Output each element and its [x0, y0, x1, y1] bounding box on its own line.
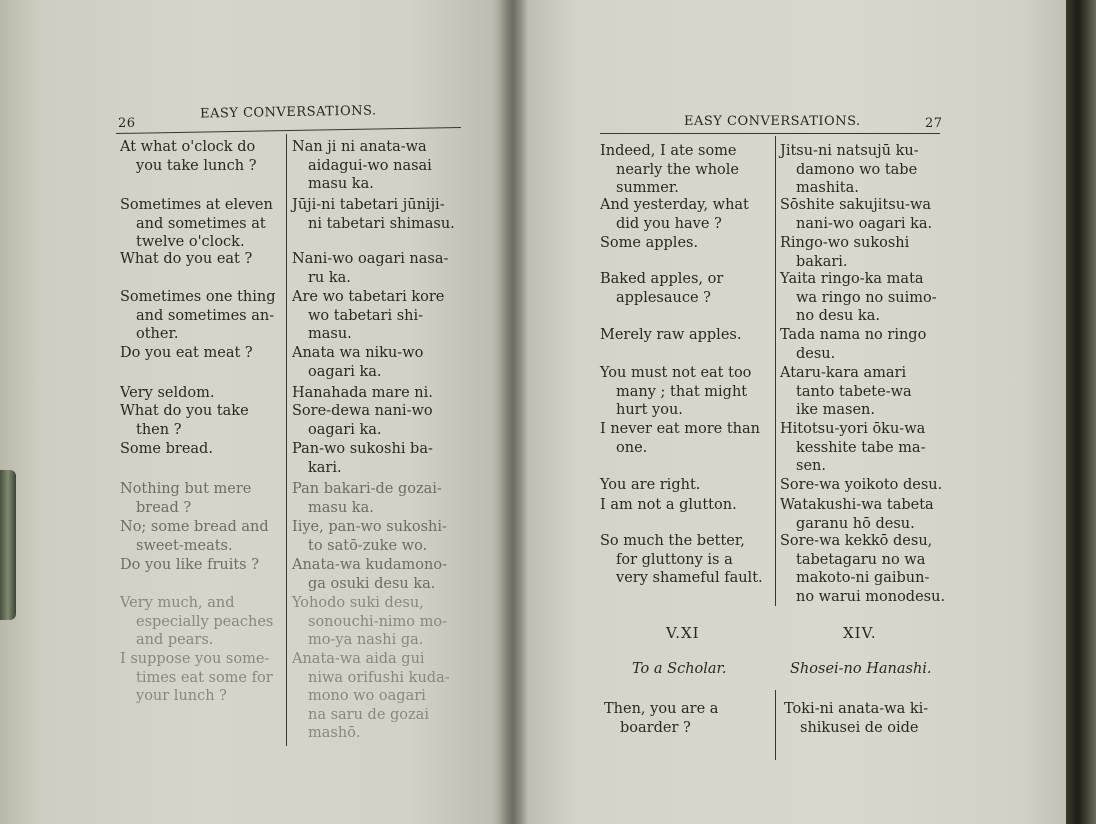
phrase-line: Sometimes one thing: [120, 289, 276, 305]
phrase-line: did you have ?: [616, 215, 722, 232]
phrase-line: ike masen.: [796, 402, 875, 419]
phrase-line: Indeed, I ate some: [600, 143, 737, 159]
japanese-phrase: [292, 288, 472, 344]
phrase-line: oagari ka.: [308, 421, 382, 438]
phrase-line: Sore-wa yoikoto desu.: [780, 477, 943, 493]
book-cover-edge: [1066, 0, 1096, 824]
english-phrase: [600, 532, 770, 588]
phrase-line: Nan ji ni anata-wa: [292, 139, 427, 155]
phrase-line: ru ka.: [308, 269, 351, 286]
english-phrase: [120, 594, 282, 650]
phrase-line: sonouchi-nimo mo-: [308, 613, 448, 630]
phrase-line: twelve o'clock.: [136, 234, 245, 251]
phrase-line: Some apples.: [600, 235, 699, 251]
bookmark-ribbon: [0, 470, 16, 620]
phrase-line: Yohodo suki desu,: [292, 595, 424, 611]
phrase-line: Are wo tabetari kore: [292, 289, 445, 305]
phrase-line: So much the better,: [600, 533, 745, 549]
phrase-line: Anata-wa kudamono-: [292, 557, 447, 573]
english-phrase: [604, 700, 772, 737]
phrase-line: ni tabetari shimasu.: [308, 215, 455, 232]
left-column-divider: [286, 134, 287, 746]
japanese-phrase: [780, 420, 948, 476]
phrase-line: Sore-wa kekkō desu,: [780, 533, 933, 549]
japanese-phrase: [780, 496, 948, 533]
english-phrase: [120, 402, 282, 439]
right-page-number: 27: [925, 116, 943, 131]
phrase-line: shikusei de oide: [800, 719, 919, 736]
japanese-phrase: [292, 344, 472, 381]
phrase-line: Jūji-ni tabetari jūniji-: [292, 197, 445, 213]
english-phrase: [120, 384, 282, 403]
phrase-line: You must not eat too: [600, 365, 752, 381]
phrase-line: nani-wo oagari ka.: [796, 215, 933, 232]
phrase-line: oagari ka.: [308, 363, 382, 380]
phrase-line: Hitotsu-yori ōku-wa: [780, 421, 926, 437]
phrase-line: kesshite tabe ma-: [796, 439, 926, 456]
phrase-line: masu ka.: [308, 499, 374, 516]
phrase-line: wo tabetari shi-: [308, 307, 424, 324]
phrase-line: and sometimes at: [136, 215, 266, 232]
phrase-line: Anata wa niku-wo: [292, 345, 424, 361]
phrase-line: times eat some for: [136, 669, 273, 686]
phrase-line: especially peaches: [136, 613, 274, 630]
phrase-line: makoto-ni gaibun-: [796, 570, 930, 587]
phrase-line: no desu ka.: [796, 308, 880, 325]
phrase-line: Do you eat meat ?: [120, 345, 253, 361]
phrase-line: Nani-wo oagari nasa-: [292, 251, 449, 267]
phrase-line: Sōshite sakujitsu-wa: [780, 197, 932, 213]
english-phrase: [120, 250, 282, 269]
japanese-phrase: [780, 532, 948, 606]
phrase-line: desu.: [796, 345, 836, 362]
phrase-line: masu ka.: [308, 176, 374, 193]
phrase-line: for gluttony is a: [616, 551, 733, 568]
english-phrase: [600, 270, 770, 307]
phrase-line: Hanahada mare ni.: [292, 385, 433, 401]
english-phrase: [600, 476, 770, 495]
phrase-line: No; some bread and: [120, 519, 269, 535]
english-phrase: [120, 196, 282, 252]
right-header-rule: [600, 133, 940, 134]
phrase-line: Very much, and: [120, 595, 235, 611]
phrase-line: Tada nama no ringo: [780, 327, 927, 343]
phrase-line: bread ?: [136, 499, 192, 516]
japanese-phrase: [292, 650, 472, 743]
phrase-line: mo-ya nashi ga.: [308, 632, 424, 649]
phrase-line: your lunch ?: [136, 688, 227, 705]
phrase-line: mashō.: [308, 725, 361, 742]
section-number-japanese: XIV.: [843, 624, 877, 642]
japanese-phrase: [780, 234, 948, 271]
phrase-line: Sore-dewa nani-wo: [292, 403, 433, 419]
english-phrase: [600, 234, 770, 253]
phrase-line: kari.: [308, 459, 342, 476]
phrase-line: Anata-wa aida gui: [292, 651, 425, 667]
japanese-phrase: [292, 138, 472, 194]
phrase-line: you take lunch ?: [136, 157, 257, 174]
phrase-line: hurt you.: [616, 402, 683, 419]
left-page-number: 26: [118, 116, 136, 131]
section-title-english: To a Scholar.: [632, 661, 727, 677]
phrase-line: Sometimes at eleven: [120, 197, 273, 213]
phrase-line: Iiye, pan-wo sukoshi-: [292, 519, 447, 535]
phrase-line: to satō-zuke wo.: [308, 537, 428, 554]
phrase-line: and sometimes an-: [136, 307, 275, 324]
section-title-japanese: Shosei-no Hanashi.: [790, 661, 932, 677]
japanese-phrase: [780, 476, 948, 495]
phrase-line: Yaita ringo-ka mata: [780, 271, 924, 287]
phrase-line: and pears.: [136, 632, 214, 649]
phrase-line: Pan-wo sukoshi ba-: [292, 441, 433, 457]
english-phrase: [120, 138, 282, 175]
japanese-phrase: [292, 480, 472, 517]
japanese-phrase: [780, 364, 948, 420]
japanese-phrase: [292, 250, 472, 287]
phrase-line: garanu hō desu.: [796, 515, 915, 532]
phrase-line: wa ringo no suimo-: [796, 289, 937, 306]
english-phrase: [600, 142, 770, 198]
english-phrase: [120, 650, 282, 706]
english-phrase: [120, 556, 282, 575]
phrase-line: I suppose you some-: [120, 651, 270, 667]
japanese-phrase: [292, 384, 472, 403]
phrase-line: na saru de gozai: [308, 706, 429, 723]
phrase-line: I never eat more than: [600, 421, 760, 437]
phrase-line: damono wo tabe: [796, 161, 918, 178]
phrase-line: Ringo-wo sukoshi: [780, 235, 910, 251]
phrase-line: ga osuki desu ka.: [308, 575, 436, 592]
phrase-line: Nothing but mere: [120, 481, 252, 497]
book-gutter: [498, 0, 528, 824]
phrase-line: then ?: [136, 421, 182, 438]
japanese-phrase: [292, 440, 472, 477]
japanese-phrase: [780, 270, 948, 326]
phrase-line: Pan bakari-de gozai-: [292, 481, 442, 497]
japanese-phrase: [292, 556, 472, 593]
phrase-line: Very seldom.: [120, 385, 215, 401]
english-phrase: [600, 326, 770, 345]
phrase-line: What do you take: [120, 403, 249, 419]
phrase-line: sweet-meats.: [136, 537, 233, 554]
phrase-line: masu.: [308, 326, 352, 343]
english-phrase: [120, 480, 282, 517]
english-phrase: [600, 364, 770, 420]
phrase-line: Merely raw apples.: [600, 327, 742, 343]
phrase-line: sen.: [796, 458, 826, 475]
phrase-line: applesauce ?: [616, 289, 711, 306]
english-phrase: [600, 196, 770, 233]
japanese-phrase: [292, 594, 472, 650]
phrase-line: What do you eat ?: [120, 251, 253, 267]
phrase-line: many ; that might: [616, 383, 748, 400]
phrase-line: Baked apples, or: [600, 271, 724, 287]
phrase-line: Toki-ni anata-wa ki-: [784, 701, 929, 717]
section-number-english: V.XI: [666, 624, 700, 642]
english-phrase: [120, 288, 282, 344]
phrase-line: summer.: [616, 180, 679, 197]
phrase-line: niwa orifushi kuda-: [308, 669, 450, 686]
japanese-phrase: [292, 518, 472, 555]
english-phrase: [120, 344, 282, 363]
right-column-divider-upper: [775, 136, 776, 606]
phrase-line: mono wo oagari: [308, 688, 426, 705]
phrase-line: You are right.: [600, 477, 701, 493]
phrase-line: one.: [616, 439, 648, 456]
phrase-line: mashita.: [796, 180, 859, 197]
phrase-line: aidagui-wo nasai: [308, 157, 432, 174]
phrase-line: bakari.: [796, 253, 848, 270]
japanese-phrase: [780, 326, 948, 363]
english-phrase: [120, 440, 282, 459]
phrase-line: Some bread.: [120, 441, 213, 457]
phrase-line: At what o'clock do: [120, 139, 256, 155]
left-running-head: EASY CONVERSATIONS.: [199, 103, 377, 122]
phrase-line: tanto tabete-wa: [796, 383, 912, 400]
phrase-line: very shameful fault.: [616, 570, 763, 587]
japanese-phrase: [780, 196, 948, 233]
phrase-line: I am not a glutton.: [600, 497, 737, 513]
phrase-line: Watakushi-wa tabeta: [780, 497, 934, 513]
phrase-line: Jitsu-ni natsujū ku-: [780, 143, 919, 159]
phrase-line: And yesterday, what: [600, 197, 749, 213]
english-phrase: [120, 518, 282, 555]
phrase-line: nearly the whole: [616, 161, 739, 178]
right-running-head: EASY CONVERSATIONS.: [684, 114, 861, 129]
japanese-phrase: [780, 142, 948, 198]
phrase-line: no warui monodesu.: [796, 588, 946, 605]
japanese-phrase: [292, 196, 472, 233]
phrase-line: other.: [136, 326, 179, 343]
right-column-divider-lower: [775, 690, 776, 760]
phrase-line: boarder ?: [620, 719, 691, 736]
phrase-line: Then, you are a: [604, 701, 719, 717]
japanese-phrase: [784, 700, 950, 737]
phrase-line: Ataru-kara amari: [780, 365, 907, 381]
english-phrase: [600, 420, 770, 457]
phrase-line: Do you like fruits ?: [120, 557, 260, 573]
english-phrase: [600, 496, 770, 515]
phrase-line: tabetagaru no wa: [796, 551, 926, 568]
japanese-phrase: [292, 402, 472, 439]
